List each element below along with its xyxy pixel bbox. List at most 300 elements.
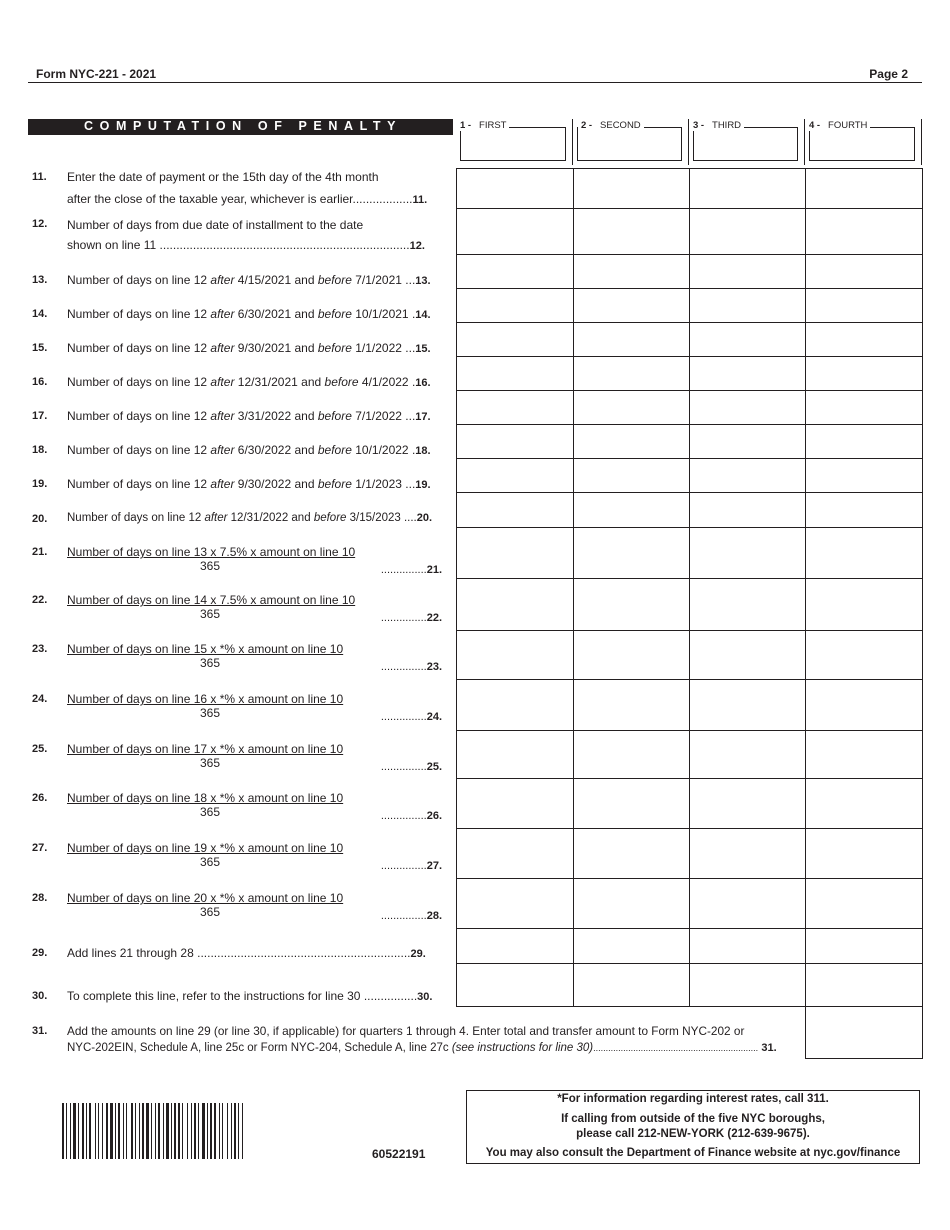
- line-number: 18.: [32, 444, 48, 456]
- line-text: 1/1/2022: [351, 341, 402, 355]
- leader-dots: ....: [400, 512, 417, 524]
- line-text: Number of days on line 12: [67, 341, 211, 355]
- line-text: 7/1/2021: [351, 273, 402, 287]
- entry-cell[interactable]: [457, 323, 573, 356]
- entry-cell[interactable]: [806, 579, 922, 630]
- column-header-third: [689, 119, 805, 165]
- form-title: Form NYC-221 - 2021: [36, 67, 157, 81]
- barcode-bar: [106, 1103, 108, 1159]
- entry-cell[interactable]: [574, 289, 689, 322]
- line-text: NYC-202EIN, Schedule A, line 25c or Form NYC-204, Schedule A, line 27c: [67, 1042, 452, 1054]
- leader-dots: ...: [401, 273, 416, 287]
- entry-cell[interactable]: [574, 731, 689, 778]
- line-16-text: [67, 375, 431, 389]
- line-text: after: [204, 512, 228, 524]
- entry-cell[interactable]: [806, 631, 922, 679]
- leader-dots: .: [408, 443, 416, 457]
- barcode-bar: [238, 1103, 239, 1159]
- barcode-bar: [70, 1103, 71, 1159]
- barcode-bar: [178, 1103, 180, 1159]
- barcode-bar: [191, 1103, 192, 1159]
- column-number: 1 -: [460, 120, 472, 131]
- line-20-text: [67, 512, 432, 524]
- entry-cell[interactable]: [574, 425, 689, 458]
- entry-cell[interactable]: [574, 631, 689, 679]
- line-29-text: [67, 946, 426, 960]
- leader-dots: ...............: [380, 711, 427, 723]
- leader-dots: ................: [360, 989, 418, 1003]
- leader-dots: ................................................................: [197, 946, 411, 960]
- leader-dots: ..................................................................: [593, 1043, 759, 1053]
- line-number: 23.: [32, 643, 48, 655]
- entry-cell[interactable]: [690, 779, 805, 828]
- entry-cell[interactable]: [457, 680, 573, 730]
- entry-cell[interactable]: [574, 493, 689, 527]
- barcode-bar: [110, 1103, 113, 1159]
- entry-cell[interactable]: [690, 528, 805, 578]
- line-11-text-cont: [67, 192, 427, 206]
- line-number: 14.: [32, 308, 48, 320]
- line-31-text-cont: [67, 1042, 777, 1054]
- line-ref: 20.: [416, 512, 433, 524]
- line-number: 19.: [32, 478, 48, 490]
- barcode-bar: [171, 1103, 172, 1159]
- barcode-bar: [231, 1103, 232, 1159]
- line-text: 4/1/2022: [358, 375, 409, 389]
- info-line: You may also consult the Department of Finance website at nyc.gov/finance: [485, 1147, 901, 1159]
- barcode-bar: [89, 1103, 91, 1159]
- line-ref: 12.: [409, 240, 425, 252]
- entry-cell[interactable]: [574, 209, 689, 254]
- formula-numerator: Number of days on line 14 x 7.5% x amount on line 10: [67, 593, 356, 607]
- line-text: before: [317, 409, 352, 423]
- line-ref-group: [381, 612, 442, 624]
- leader-dots: ...: [401, 341, 416, 355]
- entry-cell[interactable]: [574, 879, 689, 928]
- entry-cell[interactable]: [457, 425, 573, 458]
- entry-cell[interactable]: [457, 779, 573, 828]
- formula-denominator: 365: [200, 656, 221, 670]
- entry-cell[interactable]: [457, 731, 573, 778]
- line-ref: 19.: [415, 479, 431, 491]
- entry-cell[interactable]: [806, 680, 922, 730]
- line-number: 25.: [32, 743, 48, 755]
- entry-cell[interactable]: [690, 680, 805, 730]
- entry-cell[interactable]: [690, 579, 805, 630]
- barcode-bar: [158, 1103, 160, 1159]
- line-text: 10/1/2021: [351, 307, 409, 321]
- entry-cell[interactable]: [574, 391, 689, 424]
- barcode-bar: [115, 1103, 116, 1159]
- formula-numerator: Number of days on line 17 x *% x amount on line 10: [67, 742, 344, 756]
- line-text: before: [317, 307, 352, 321]
- line-text: Number of days on line 12: [67, 512, 205, 524]
- grid-column-line: [922, 168, 923, 1006]
- line-number: 12.: [32, 218, 48, 230]
- entry-cell[interactable]: [574, 323, 689, 356]
- formula-numerator: Number of days on line 20 x *% x amount on line 10: [67, 891, 344, 905]
- barcode-bar: [123, 1103, 124, 1159]
- barcode-bar: [82, 1103, 84, 1159]
- entry-cell[interactable]: [806, 528, 922, 578]
- column-number: 4 -: [809, 120, 821, 131]
- line-ref: 22.: [426, 612, 442, 624]
- entry-cell[interactable]: [690, 459, 805, 492]
- line-number: 31.: [32, 1025, 48, 1037]
- info-line: If calling from outside of the five NYC boroughs,: [561, 1113, 825, 1125]
- line-number: 11.: [32, 171, 47, 183]
- entry-cell[interactable]: [574, 779, 689, 828]
- barcode-number: 60522191: [372, 1147, 426, 1161]
- entry-cell[interactable]: [457, 493, 573, 527]
- barcode-bar: [139, 1103, 140, 1159]
- line-ref: 16.: [415, 377, 431, 389]
- line-text-italic: (see instructions for line 30): [451, 1042, 594, 1054]
- section-title: COMPUTATION OF PENALTY: [84, 119, 403, 133]
- interest-rate-info-box: [466, 1090, 920, 1164]
- line-number: 20.: [32, 513, 48, 525]
- leader-dots: ...............: [380, 564, 427, 576]
- line-text: before: [324, 375, 359, 389]
- barcode-bar: [182, 1103, 183, 1159]
- line-text: before: [313, 512, 347, 524]
- column-header-fourth: [805, 119, 922, 165]
- formula-numerator: Number of days on line 13 x 7.5% x amount on line 10: [67, 545, 356, 559]
- line-number: 28.: [32, 892, 48, 904]
- line-ref: 24.: [426, 711, 442, 723]
- column-header-second: [573, 119, 689, 165]
- entry-cell[interactable]: [574, 459, 689, 492]
- barcode-bar: [146, 1103, 149, 1159]
- entry-cell[interactable]: [457, 579, 573, 630]
- barcode-bar: [135, 1103, 136, 1159]
- line-text: 9/30/2022 and: [234, 477, 318, 491]
- leader-dots: ...............: [380, 761, 427, 773]
- line-number: 26.: [32, 792, 48, 804]
- entry-cell[interactable]: [690, 323, 805, 356]
- entry-cell[interactable]: [690, 929, 805, 963]
- column-label: SECOND: [600, 120, 641, 131]
- line-12-text: Number of days from due date of installment to the date: [67, 218, 364, 232]
- entry-cell[interactable]: [806, 779, 922, 828]
- entry-cell[interactable]: [574, 255, 689, 288]
- entry-cell[interactable]: [690, 493, 805, 527]
- line-ref: 25.: [426, 761, 442, 773]
- formula-denominator: 365: [200, 607, 221, 621]
- line-17-text: [67, 409, 431, 423]
- formula-denominator: 365: [200, 805, 221, 819]
- line-text: before: [317, 443, 352, 457]
- barcode-bar: [78, 1103, 79, 1159]
- line-text: Number of days on line 12: [67, 273, 211, 287]
- barcode-bar: [202, 1103, 205, 1159]
- barcode-bar: [222, 1103, 223, 1159]
- line-text: 3/15/2023: [346, 512, 401, 524]
- barcode-image: [62, 1103, 304, 1159]
- barcode-bar: [214, 1103, 216, 1159]
- line-ref: 28.: [426, 910, 442, 922]
- entry-cell[interactable]: [690, 829, 805, 878]
- line-text: shown on line 11: [67, 238, 157, 252]
- entry-cell[interactable]: [457, 209, 573, 254]
- line-11-text: Enter the date of payment or the 15th day of the 4th month: [67, 170, 379, 184]
- barcode-bar: [102, 1103, 103, 1159]
- entry-cell[interactable]: [457, 964, 573, 1006]
- line-text: after: [210, 341, 235, 355]
- barcode-bar: [198, 1103, 199, 1159]
- formula-denominator: 365: [200, 706, 221, 720]
- barcode-bar: [151, 1103, 152, 1159]
- entry-cell[interactable]: [690, 209, 805, 254]
- line-ref: 15.: [415, 343, 431, 355]
- entry-cell[interactable]: [690, 879, 805, 928]
- entry-cell[interactable]: [574, 528, 689, 578]
- line-text: Number of days on line 12: [67, 375, 211, 389]
- line-ref: 18.: [415, 445, 431, 457]
- line-text: after: [210, 409, 235, 423]
- entry-cell[interactable]: [457, 528, 573, 578]
- line-text: after: [210, 375, 235, 389]
- entry-cell[interactable]: [690, 631, 805, 679]
- line-number: 27.: [32, 842, 48, 854]
- entry-cell[interactable]: [806, 169, 922, 208]
- leader-dots: .: [408, 375, 416, 389]
- line-ref-group: [381, 910, 442, 922]
- leader-dots: ...........................................................................: [156, 238, 410, 252]
- entry-cell[interactable]: [690, 169, 805, 208]
- barcode-bar: [163, 1103, 164, 1159]
- barcode-bar: [142, 1103, 144, 1159]
- barcode-bar: [131, 1103, 133, 1159]
- entry-cell[interactable]: [574, 357, 689, 390]
- header-rule: [28, 82, 922, 83]
- barcode-bar: [155, 1103, 156, 1159]
- line-ref: 17.: [415, 411, 431, 423]
- line-text: 12/31/2021 and: [234, 375, 325, 389]
- formula-denominator: 365: [200, 756, 221, 770]
- barcode-bar: [66, 1103, 67, 1159]
- entry-cell[interactable]: [574, 964, 689, 1006]
- line-text: after: [210, 477, 235, 491]
- column-label: THIRD: [712, 120, 742, 131]
- leader-dots: ...............: [380, 810, 427, 822]
- leader-dots: ...............: [380, 661, 427, 673]
- barcode-bar: [73, 1103, 76, 1159]
- entry-cell[interactable]: [574, 829, 689, 878]
- leader-dots: ..................: [352, 192, 413, 206]
- entry-cell[interactable]: [457, 357, 573, 390]
- line-ref-group: [381, 761, 442, 773]
- entry-cell[interactable]: [806, 209, 922, 254]
- line-text: 6/30/2021 and: [234, 307, 318, 321]
- entry-cell[interactable]: [806, 929, 922, 963]
- line-text: 7/1/2022: [351, 409, 402, 423]
- line-text: 9/30/2021 and: [234, 341, 318, 355]
- line-number: 21.: [32, 546, 48, 558]
- entry-cell[interactable]: [806, 323, 922, 356]
- entry-cell[interactable]: [690, 289, 805, 322]
- entry-cell[interactable]: [457, 929, 573, 963]
- line-number: 15.: [32, 342, 48, 354]
- barcode-bar: [194, 1103, 196, 1159]
- formula-numerator: Number of days on line 18 x *% x amount on line 10: [67, 791, 344, 805]
- line-text: before: [317, 273, 352, 287]
- line-30-text: [67, 989, 432, 1003]
- leader-dots: ...............: [380, 612, 427, 624]
- line-15-text: [67, 341, 431, 355]
- leader-dots: ...............: [380, 910, 427, 922]
- entry-cell[interactable]: [690, 357, 805, 390]
- formula-numerator: Number of days on line 16 x *% x amount on line 10: [67, 692, 344, 706]
- formula-numerator: Number of days on line 19 x *% x amount on line 10: [67, 841, 344, 855]
- line-ref: 14.: [415, 309, 431, 321]
- barcode-bar: [187, 1103, 188, 1159]
- line-13-text: [67, 273, 431, 287]
- entry-cell[interactable]: [457, 255, 573, 288]
- line-31-total-box-edge: [805, 1058, 923, 1059]
- barcode-bar: [174, 1103, 176, 1159]
- column-label: FIRST: [479, 120, 507, 131]
- line-number: 16.: [32, 376, 48, 388]
- entry-cell[interactable]: [806, 493, 922, 527]
- entry-cell[interactable]: [806, 255, 922, 288]
- line-12-text-cont: [67, 238, 425, 252]
- line-ref: 26.: [426, 810, 442, 822]
- line-text: after: [210, 273, 235, 287]
- barcode-bar: [166, 1103, 169, 1159]
- column-number: 2 -: [581, 120, 593, 131]
- formula-denominator: 365: [200, 905, 221, 919]
- entry-cell[interactable]: [457, 169, 573, 208]
- info-line: *For information regarding interest rates, call 311.: [557, 1093, 829, 1105]
- entry-cell[interactable]: [457, 631, 573, 679]
- entry-cell[interactable]: [457, 829, 573, 878]
- entry-cell[interactable]: [806, 425, 922, 458]
- column-header-first: [456, 119, 573, 165]
- entry-cell[interactable]: [806, 879, 922, 928]
- entry-cell[interactable]: [806, 289, 922, 322]
- leader-dots: ...: [401, 409, 416, 423]
- barcode-bar: [62, 1103, 64, 1159]
- entry-cell[interactable]: [806, 357, 922, 390]
- barcode-bar: [95, 1103, 96, 1159]
- line-text: Number of days on line 12: [67, 443, 211, 457]
- line-ref: 21.: [426, 564, 442, 576]
- line-text: 3/31/2022 and: [234, 409, 318, 423]
- line-31-total-cell[interactable]: [806, 1007, 922, 1058]
- entry-cell[interactable]: [690, 425, 805, 458]
- line-31-text: Add the amounts on line 29 (or line 30, if applicable) for quarters 1 through 4. Enter total and transfer amount to Form NYC-202 or: [67, 1024, 745, 1038]
- info-line: please call 212-NEW-YORK (212-639-9675).: [576, 1128, 810, 1140]
- line-18-text: [67, 443, 431, 457]
- line-text: before: [317, 341, 352, 355]
- barcode-bar: [207, 1103, 208, 1159]
- line-text: after: [210, 307, 235, 321]
- line-ref: 27.: [426, 860, 442, 872]
- column-label: FOURTH: [828, 120, 868, 131]
- line-text: 6/30/2022 and: [234, 443, 318, 457]
- line-text: Number of days on line 12: [67, 409, 211, 423]
- line-text: before: [317, 477, 352, 491]
- entry-cell[interactable]: [690, 731, 805, 778]
- entry-cell[interactable]: [574, 169, 689, 208]
- line-ref-group: [381, 711, 442, 723]
- line-ref-group: [381, 860, 442, 872]
- entry-cell[interactable]: [574, 579, 689, 630]
- leader-dots: ...............: [380, 860, 427, 872]
- line-ref: 31.: [761, 1042, 777, 1054]
- line-number: 17.: [32, 410, 48, 422]
- entry-cell[interactable]: [806, 964, 922, 1006]
- barcode-bar: [234, 1103, 236, 1159]
- line-ref: 30.: [417, 991, 433, 1003]
- entry-cell[interactable]: [574, 929, 689, 963]
- line-number: 30.: [32, 990, 48, 1002]
- entry-cell[interactable]: [806, 459, 922, 492]
- line-14-text: [67, 307, 431, 321]
- page-label: Page 2: [869, 67, 908, 81]
- line-text: 1/1/2023: [351, 477, 402, 491]
- line-text: after: [210, 443, 235, 457]
- entry-cell[interactable]: [457, 459, 573, 492]
- line-ref: 11.: [412, 194, 428, 206]
- line-text: 12/31/2022 and: [227, 512, 314, 524]
- barcode-bar: [118, 1103, 120, 1159]
- entry-cell[interactable]: [457, 289, 573, 322]
- line-text: 10/1/2022: [351, 443, 409, 457]
- line-19-text: [67, 477, 431, 491]
- line-number: 24.: [32, 693, 48, 705]
- barcode-bar: [219, 1103, 220, 1159]
- entry-cell[interactable]: [457, 879, 573, 928]
- entry-cell[interactable]: [574, 680, 689, 730]
- line-ref-group: [381, 661, 442, 673]
- entry-cell[interactable]: [806, 829, 922, 878]
- formula-denominator: 365: [200, 559, 221, 573]
- line-ref: 13.: [415, 275, 431, 287]
- barcode-bar: [242, 1103, 243, 1159]
- line-number: 29.: [32, 947, 48, 959]
- line-text: after the close of the taxable year, whichever is earlier: [67, 192, 353, 206]
- entry-cell[interactable]: [690, 964, 805, 1006]
- barcode-bar: [126, 1103, 127, 1159]
- line-ref: 29.: [410, 948, 426, 960]
- entry-cell[interactable]: [690, 391, 805, 424]
- entry-cell[interactable]: [806, 731, 922, 778]
- leader-dots: .: [408, 307, 416, 321]
- line-number: 22.: [32, 594, 48, 606]
- line-text: Number of days on line 12: [67, 477, 211, 491]
- line-text: Add lines 21 through 28: [67, 946, 198, 960]
- line-text: 4/15/2021 and: [234, 273, 318, 287]
- line-ref-group: [381, 810, 442, 822]
- barcode-bar: [210, 1103, 212, 1159]
- barcode-bar: [86, 1103, 87, 1159]
- entry-cell[interactable]: [457, 391, 573, 424]
- formula-numerator: Number of days on line 15 x *% x amount on line 10: [67, 642, 344, 656]
- line-number: 13.: [32, 274, 48, 286]
- line-31-total-box-edge: [922, 1006, 923, 1058]
- line-ref-group: [381, 564, 442, 576]
- entry-cell[interactable]: [690, 255, 805, 288]
- line-text: Number of days on line 12: [67, 307, 211, 321]
- barcode-bar: [98, 1103, 99, 1159]
- line-text: To complete this line, refer to the instructions for line 30: [67, 989, 361, 1003]
- formula-denominator: 365: [200, 855, 221, 869]
- column-number: 3 -: [693, 120, 705, 131]
- entry-cell[interactable]: [806, 391, 922, 424]
- leader-dots: ...: [401, 477, 416, 491]
